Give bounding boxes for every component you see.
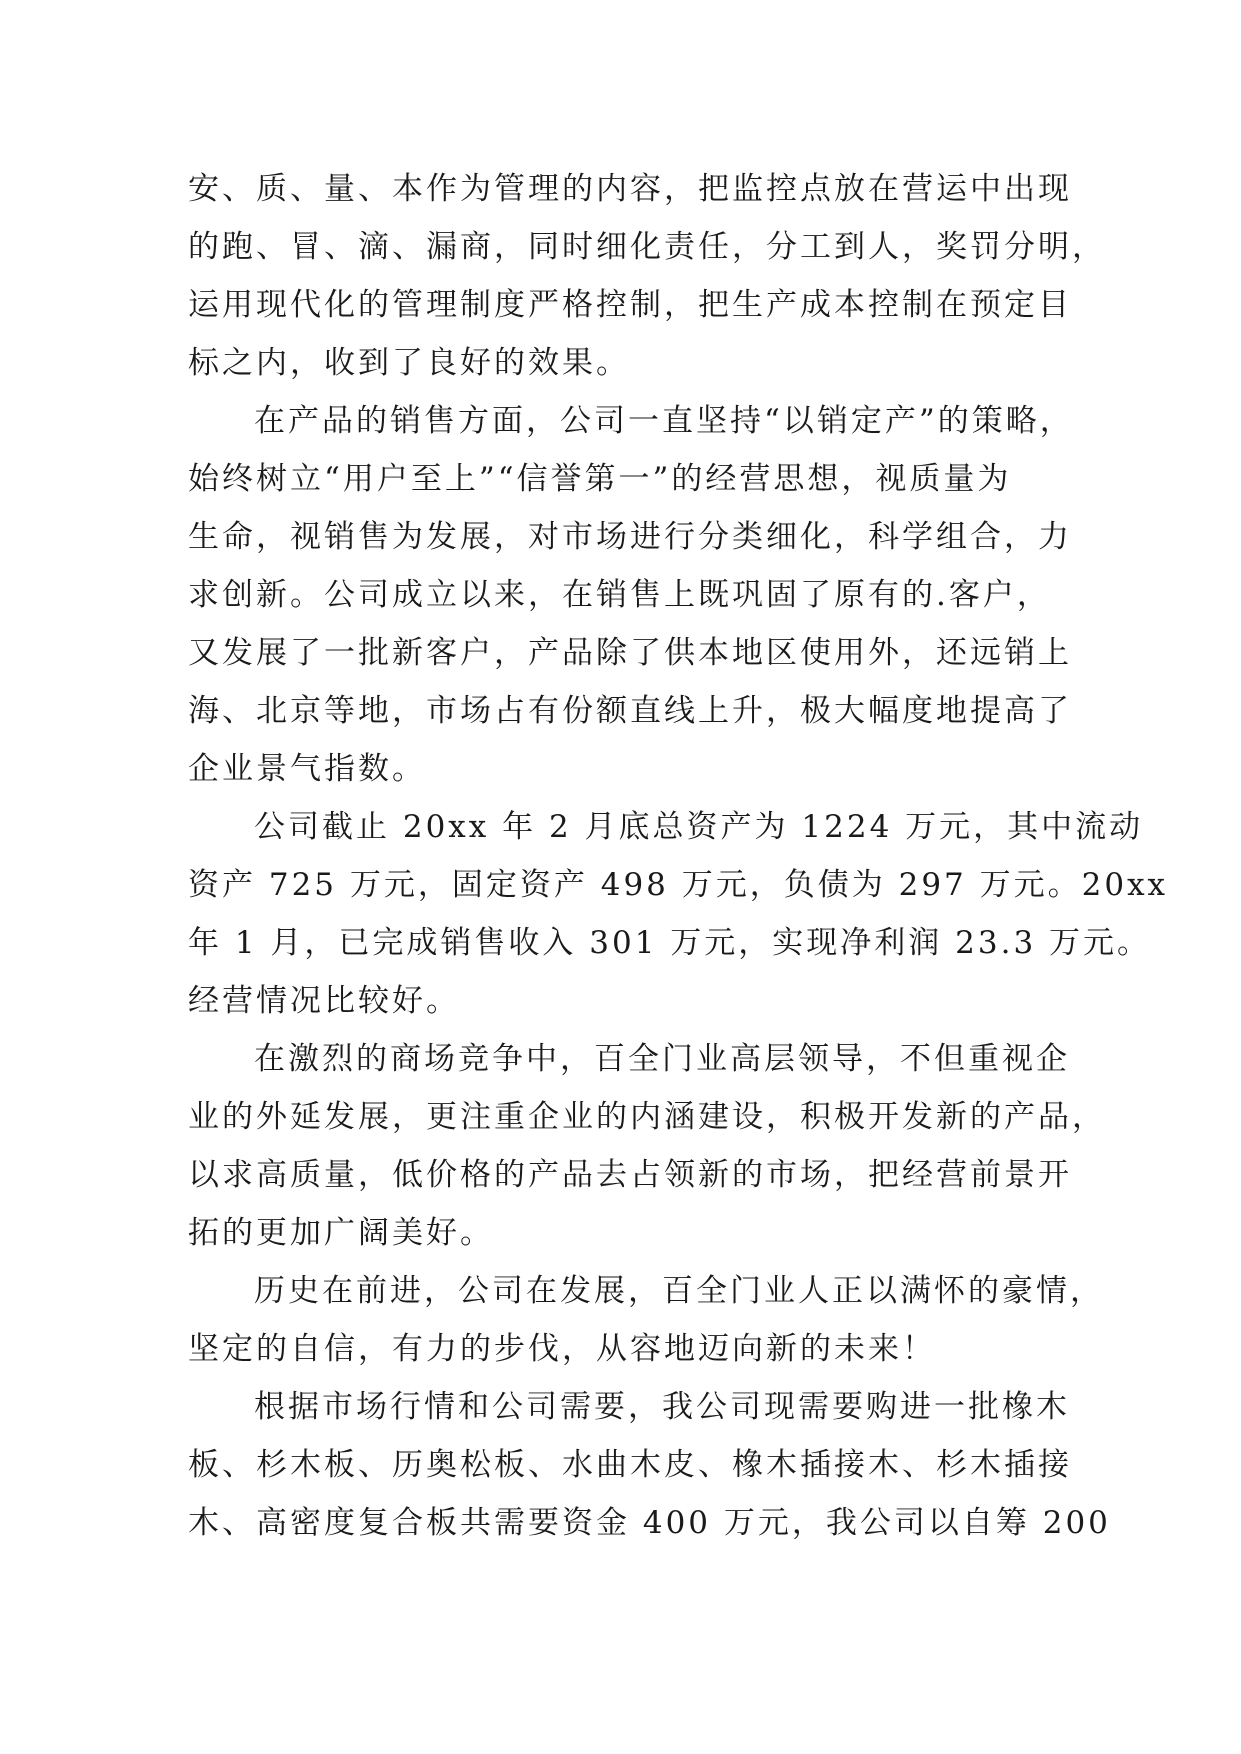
text-line: 安、质、量、本作为管理的内容，把监控点放在营运中出现 [188,171,1072,207]
text-line: 始终树立“用户至上”“信誉第一”的经营思想，视质量为 [188,461,1012,497]
text-line: 在产品的销售方面，公司一直坚持“以销定产”的策略， [254,403,1074,439]
text-line: 海、北京等地，市场占有份额直线上升，极大幅度地提高了 [188,693,1072,729]
text-line: 业的外延发展，更注重企业的内涵建设，积极开发新的产品， [188,1099,1106,1135]
text-line: 求创新。公司成立以来，在销售上既巩固了原有的.客户， [188,577,1051,613]
text-line: 运用现代化的管理制度严格控制，把生产成本控制在预定目 [188,287,1072,323]
text-line: 板、杉木板、历奥松板、水曲木皮、橡木插接木、杉木插接 [188,1447,1072,1483]
text-line: 经营情况比较好。 [188,983,460,1019]
text-line: 又发展了一批新客户，产品除了供本地区使用外，还远销上 [188,635,1072,671]
text-line: 坚定的自信，有力的步伐，从容地迈向新的未来！ [188,1331,936,1367]
text-line: 历史在前进，公司在发展，百全门业人正以满怀的豪情， [254,1273,1104,1309]
text-line: 企业景气指数。 [188,751,426,787]
text-line: 的跑、冒、滴、漏商，同时细化责任，分工到人，奖罚分明， [188,229,1106,265]
text-line: 生命，视销售为发展，对市场进行分类细化，科学组合，力 [188,519,1072,555]
text-line: 资产 725 万元，固定资产 498 万元，负债为 297 万元。20xx [188,867,1169,903]
text-line: 以求高质量，低价格的产品去占领新的市场，把经营前景开 [188,1157,1072,1193]
text-line: 在激烈的商场竞争中，百全门业高层领导，不但重视企 [254,1041,1070,1077]
text-line: 公司截止 20xx 年 2 月底总资产为 1224 万元，其中流动 [254,809,1144,845]
document-body [188,160,1169,1552]
text-line: 木、高密度复合板共需要资金 400 万元，我公司以自筹 200 [188,1505,1111,1541]
text-line: 年 1 月，已完成销售收入 301 万元，实现净利润 23.3 万元。 [188,925,1152,961]
text-line: 根据市场行情和公司需要，我公司现需要购进一批橡木 [254,1389,1070,1425]
text-line: 拓的更加广阔美好。 [188,1215,494,1251]
text-line: 标之内，收到了良好的效果。 [188,345,630,381]
